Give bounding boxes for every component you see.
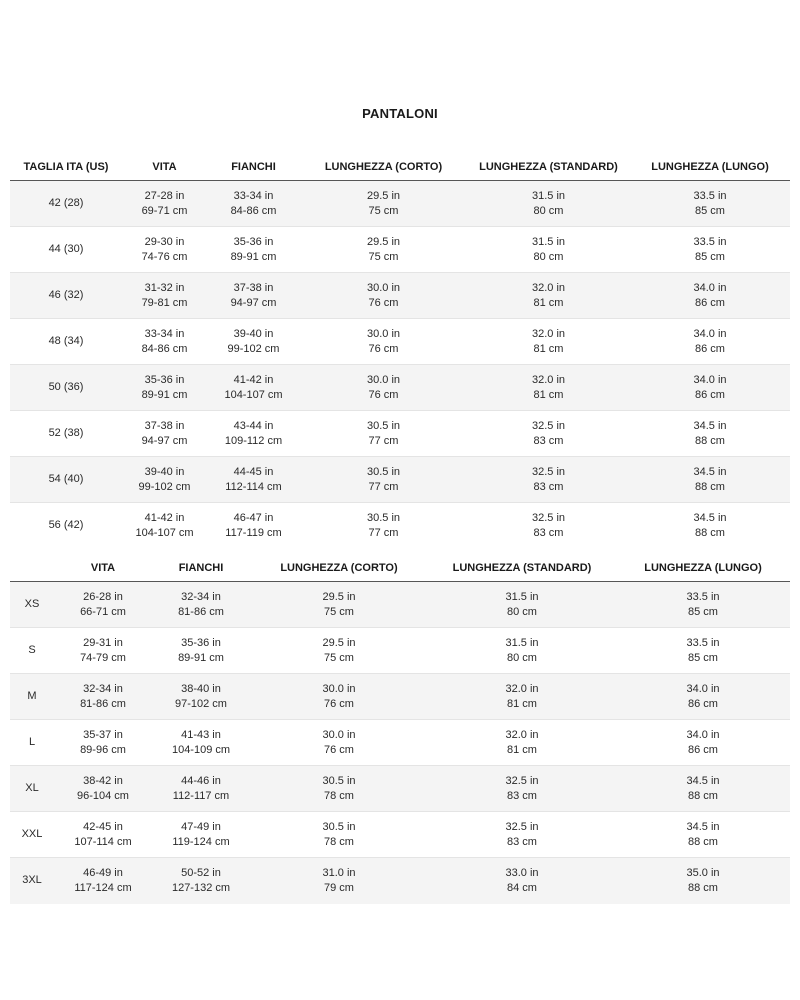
value-inches: 33-34 in	[233, 189, 274, 202]
lunghezza-corto-cell	[300, 227, 467, 273]
value-cm: 89-91 cm	[141, 388, 188, 401]
value-inches: 35-36 in	[144, 373, 185, 386]
value-inches: 32.0 in	[505, 682, 539, 695]
value-inches: 41-42 in	[233, 373, 274, 386]
value-inches: 31.5 in	[505, 590, 539, 603]
value-cm: 69-71 cm	[141, 204, 188, 217]
value-inches: 34.0 in	[693, 281, 727, 294]
value-inches: 35-37 in	[83, 728, 123, 741]
value-inches: 41-43 in	[181, 728, 221, 741]
value-inches: 34.0 in	[693, 327, 727, 340]
value-inches: 44-45 in	[233, 465, 274, 478]
value-cm: 79 cm	[324, 881, 354, 894]
fianchi-cell	[207, 503, 300, 549]
value-inches: 29-30 in	[144, 235, 185, 248]
value-inches: 32.5 in	[505, 820, 539, 833]
table-row	[10, 181, 790, 227]
value-cm: 88 cm	[688, 881, 718, 894]
value-cm: 80 cm	[533, 250, 564, 263]
value-cm: 104-109 cm	[171, 743, 231, 756]
lunghezza-corto-cell	[300, 319, 467, 365]
vita-cell	[54, 582, 152, 628]
lunghezza-standard-cell	[467, 181, 630, 227]
value-cm: 75 cm	[324, 605, 354, 618]
lunghezza-standard-cell	[467, 227, 630, 273]
lunghezza-lungo-cell	[630, 365, 790, 411]
value-cm: 86 cm	[688, 743, 718, 756]
table-row	[10, 457, 790, 503]
vita-cell	[122, 319, 207, 365]
page-title: PANTALONI	[362, 106, 438, 121]
value-inches: 31.5 in	[531, 235, 566, 248]
value-cm: 83 cm	[507, 789, 537, 802]
value-inches: 31.0 in	[322, 866, 356, 879]
lunghezza-lungo-cell	[630, 273, 790, 319]
value-cm: 80 cm	[507, 651, 537, 664]
value-inches: 29.5 in	[366, 189, 401, 202]
value-cm: 84 cm	[507, 881, 537, 894]
value-inches: 38-40 in	[181, 682, 221, 695]
value-cm: 81 cm	[507, 743, 537, 756]
value-cm: 81 cm	[507, 697, 537, 710]
size-cell: 56 (42)	[10, 503, 122, 549]
fianchi-cell	[207, 319, 300, 365]
value-cm: 83 cm	[533, 434, 564, 447]
value-cm: 97-102 cm	[175, 697, 227, 710]
value-cm: 104-107 cm	[135, 526, 194, 539]
value-inches: 50-52 in	[181, 866, 221, 879]
value-cm: 76 cm	[368, 296, 399, 309]
table-row	[10, 411, 790, 457]
value-inches: 32.0 in	[505, 728, 539, 741]
value-cm: 74-76 cm	[141, 250, 188, 263]
lunghezza-corto-cell	[250, 674, 428, 720]
size-table-ita	[10, 154, 790, 549]
fianchi-cell	[152, 628, 250, 674]
value-inches: 46-47 in	[233, 511, 274, 524]
size-cell: 52 (38)	[10, 411, 122, 457]
fianchi-cell	[152, 720, 250, 766]
value-inches: 34.0 in	[686, 728, 720, 741]
lunghezza-corto-cell	[300, 181, 467, 227]
size-cell: 3XL	[10, 858, 54, 904]
table-body-ita	[10, 181, 790, 549]
value-cm: 86 cm	[695, 296, 725, 309]
lunghezza-lungo-cell	[630, 503, 790, 549]
table-row	[10, 674, 790, 720]
value-inches: 26-28 in	[83, 590, 123, 603]
value-inches: 30.5 in	[366, 465, 401, 478]
header-size	[10, 555, 54, 582]
value-cm: 107-114 cm	[74, 835, 132, 848]
lunghezza-standard-cell	[428, 582, 616, 628]
value-cm: 86 cm	[688, 697, 718, 710]
fianchi-cell	[152, 812, 250, 858]
lunghezza-standard-cell	[428, 720, 616, 766]
value-cm: 104-107 cm	[224, 388, 283, 401]
value-cm: 75 cm	[324, 651, 354, 664]
value-cm: 94-97 cm	[230, 296, 277, 309]
lunghezza-corto-cell	[300, 457, 467, 503]
value-inches: 32.0 in	[531, 327, 566, 340]
vita-cell	[54, 674, 152, 720]
value-cm: 84-86 cm	[141, 342, 188, 355]
value-cm: 83 cm	[533, 480, 564, 493]
value-cm: 88 cm	[688, 789, 718, 802]
value-inches: 34.5 in	[686, 820, 720, 833]
lunghezza-lungo-cell	[616, 628, 790, 674]
value-cm: 76 cm	[368, 388, 399, 401]
value-cm: 79-81 cm	[141, 296, 188, 309]
table-header-row	[10, 555, 790, 582]
value-inches: 47-49 in	[181, 820, 221, 833]
lunghezza-lungo-cell	[630, 227, 790, 273]
value-inches: 31-32 in	[144, 281, 185, 294]
lunghezza-lungo-cell	[616, 858, 790, 904]
value-inches: 34.5 in	[686, 774, 720, 787]
value-inches: 34.5 in	[693, 465, 727, 478]
value-cm: 66-71 cm	[80, 605, 126, 618]
value-inches: 44-46 in	[181, 774, 221, 787]
value-cm: 89-96 cm	[80, 743, 126, 756]
vita-cell	[122, 365, 207, 411]
lunghezza-standard-cell	[428, 628, 616, 674]
size-cell: S	[10, 628, 54, 674]
value-cm: 81 cm	[533, 296, 564, 309]
fianchi-cell	[152, 858, 250, 904]
value-cm: 119-124 cm	[172, 835, 230, 848]
value-inches: 35-36 in	[181, 636, 221, 649]
value-inches: 35-36 in	[233, 235, 274, 248]
value-cm: 89-91 cm	[178, 651, 224, 664]
lunghezza-lungo-cell	[630, 319, 790, 365]
value-cm: 81 cm	[533, 342, 564, 355]
value-cm: 94-97 cm	[141, 434, 188, 447]
value-cm: 112-117 cm	[172, 789, 230, 802]
header-vita: VITA	[54, 555, 152, 582]
value-inches: 31.5 in	[505, 636, 539, 649]
fianchi-cell	[207, 411, 300, 457]
lunghezza-lungo-cell	[616, 766, 790, 812]
header-lunghezza-lungo: LUNGHEZZA (LUNGO)	[630, 154, 790, 181]
fianchi-cell	[207, 181, 300, 227]
value-cm: 76 cm	[324, 743, 354, 756]
value-inches: 30.0 in	[322, 728, 356, 741]
lunghezza-standard-cell	[467, 273, 630, 319]
value-inches: 42-45 in	[83, 820, 123, 833]
value-cm: 109-112 cm	[224, 434, 283, 447]
fianchi-cell	[207, 227, 300, 273]
value-cm: 88 cm	[695, 480, 725, 493]
value-cm: 74-79 cm	[80, 651, 126, 664]
header-vita: VITA	[122, 154, 207, 181]
lunghezza-corto-cell	[250, 812, 428, 858]
vita-cell	[122, 273, 207, 319]
vita-cell	[122, 411, 207, 457]
lunghezza-standard-cell	[467, 457, 630, 503]
value-inches: 33.0 in	[505, 866, 539, 879]
value-inches: 43-44 in	[233, 419, 274, 432]
fianchi-cell	[152, 674, 250, 720]
value-cm: 78 cm	[324, 835, 354, 848]
value-cm: 77 cm	[368, 526, 399, 539]
value-cm: 77 cm	[368, 480, 399, 493]
size-cell: XS	[10, 582, 54, 628]
lunghezza-standard-cell	[467, 503, 630, 549]
value-inches: 32.5 in	[505, 774, 539, 787]
value-inches: 38-42 in	[83, 774, 123, 787]
value-cm: 75 cm	[368, 204, 399, 217]
size-cell: 42 (28)	[10, 181, 122, 227]
value-inches: 39-40 in	[144, 465, 185, 478]
value-cm: 86 cm	[695, 388, 725, 401]
size-cell: 54 (40)	[10, 457, 122, 503]
vita-cell	[122, 503, 207, 549]
vita-cell	[122, 181, 207, 227]
lunghezza-corto-cell	[300, 503, 467, 549]
value-cm: 85 cm	[688, 651, 718, 664]
size-table-international	[10, 555, 790, 904]
lunghezza-corto-cell	[250, 766, 428, 812]
value-cm: 77 cm	[368, 434, 399, 447]
value-inches: 32.5 in	[531, 465, 566, 478]
value-inches: 33.5 in	[693, 235, 727, 248]
value-cm: 75 cm	[368, 250, 399, 263]
value-inches: 30.5 in	[366, 511, 401, 524]
header-fianchi: FIANCHI	[207, 154, 300, 181]
value-inches: 29-31 in	[83, 636, 123, 649]
size-cell: 50 (36)	[10, 365, 122, 411]
value-inches: 30.5 in	[366, 419, 401, 432]
value-inches: 29.5 in	[322, 590, 356, 603]
size-cell: XL	[10, 766, 54, 812]
size-cell: 46 (32)	[10, 273, 122, 319]
vita-cell	[54, 628, 152, 674]
vita-cell	[122, 457, 207, 503]
lunghezza-lungo-cell	[630, 411, 790, 457]
value-inches: 27-28 in	[144, 189, 185, 202]
lunghezza-standard-cell	[467, 319, 630, 365]
value-cm: 85 cm	[695, 204, 725, 217]
value-inches: 46-49 in	[83, 866, 123, 879]
value-cm: 83 cm	[533, 526, 564, 539]
table-row	[10, 766, 790, 812]
value-cm: 96-104 cm	[77, 789, 129, 802]
fianchi-cell	[207, 365, 300, 411]
value-cm: 83 cm	[507, 835, 537, 848]
value-inches: 33.5 in	[693, 189, 727, 202]
table-header-row	[10, 154, 790, 181]
value-inches: 34.0 in	[686, 682, 720, 695]
lunghezza-standard-cell	[428, 674, 616, 720]
value-cm: 81-86 cm	[178, 605, 224, 618]
value-inches: 30.5 in	[322, 820, 356, 833]
lunghezza-lungo-cell	[630, 181, 790, 227]
value-cm: 80 cm	[507, 605, 537, 618]
header-lunghezza-standard: LUNGHEZZA (STANDARD)	[428, 555, 616, 582]
value-cm: 85 cm	[688, 605, 718, 618]
lunghezza-standard-cell	[428, 766, 616, 812]
table-row	[10, 582, 790, 628]
header-lunghezza-corto: LUNGHEZZA (CORTO)	[300, 154, 467, 181]
value-cm: 86 cm	[695, 342, 725, 355]
value-cm: 117-119 cm	[225, 526, 282, 539]
fianchi-cell	[207, 457, 300, 503]
lunghezza-lungo-cell	[616, 812, 790, 858]
value-inches: 31.5 in	[531, 189, 566, 202]
value-inches: 33.5 in	[686, 636, 720, 649]
header-lunghezza-corto: LUNGHEZZA (CORTO)	[250, 555, 428, 582]
lunghezza-standard-cell	[428, 812, 616, 858]
header-taglia: TAGLIA ITA (US)	[10, 154, 122, 181]
lunghezza-corto-cell	[250, 582, 428, 628]
fianchi-cell	[152, 582, 250, 628]
size-cell: L	[10, 720, 54, 766]
value-inches: 30.0 in	[366, 327, 401, 340]
table-row	[10, 365, 790, 411]
value-inches: 30.5 in	[322, 774, 356, 787]
value-inches: 37-38 in	[233, 281, 274, 294]
value-inches: 34.0 in	[693, 373, 727, 386]
size-cell: 48 (34)	[10, 319, 122, 365]
lunghezza-standard-cell	[467, 365, 630, 411]
value-cm: 78 cm	[324, 789, 354, 802]
value-cm: 81-86 cm	[80, 697, 126, 710]
table-row	[10, 858, 790, 904]
value-inches: 34.5 in	[693, 419, 727, 432]
value-cm: 88 cm	[695, 434, 725, 447]
lunghezza-corto-cell	[300, 411, 467, 457]
value-cm: 117-124 cm	[74, 881, 132, 894]
value-inches: 30.0 in	[322, 682, 356, 695]
vita-cell	[122, 227, 207, 273]
value-cm: 99-102 cm	[138, 480, 191, 493]
table-row	[10, 227, 790, 273]
value-inches: 32.5 in	[531, 419, 566, 432]
value-inches: 32.0 in	[531, 281, 566, 294]
value-inches: 30.0 in	[366, 281, 401, 294]
value-cm: 99-102 cm	[227, 342, 280, 355]
value-inches: 34.5 in	[693, 511, 727, 524]
vita-cell	[54, 720, 152, 766]
header-lunghezza-lungo: LUNGHEZZA (LUNGO)	[616, 555, 790, 582]
table-body-international	[10, 582, 790, 904]
lunghezza-corto-cell	[250, 720, 428, 766]
lunghezza-lungo-cell	[616, 674, 790, 720]
value-cm: 80 cm	[533, 204, 564, 217]
table-row	[10, 503, 790, 549]
vita-cell	[54, 858, 152, 904]
fianchi-cell	[152, 766, 250, 812]
table-row	[10, 720, 790, 766]
fianchi-cell	[207, 273, 300, 319]
lunghezza-standard-cell	[467, 411, 630, 457]
value-inches: 32.0 in	[531, 373, 566, 386]
value-inches: 29.5 in	[366, 235, 401, 248]
header-lunghezza-standard: LUNGHEZZA (STANDARD)	[467, 154, 630, 181]
lunghezza-lungo-cell	[630, 457, 790, 503]
value-cm: 89-91 cm	[230, 250, 277, 263]
value-inches: 37-38 in	[144, 419, 185, 432]
value-cm: 84-86 cm	[230, 204, 277, 217]
value-inches: 32-34 in	[181, 590, 221, 603]
table-row	[10, 812, 790, 858]
lunghezza-lungo-cell	[616, 582, 790, 628]
value-inches: 30.0 in	[366, 373, 401, 386]
value-cm: 85 cm	[695, 250, 725, 263]
value-inches: 33.5 in	[686, 590, 720, 603]
value-inches: 41-42 in	[144, 511, 185, 524]
value-inches: 39-40 in	[233, 327, 274, 340]
size-cell: 44 (30)	[10, 227, 122, 273]
size-cell: M	[10, 674, 54, 720]
value-cm: 81 cm	[533, 388, 564, 401]
table-row	[10, 319, 790, 365]
vita-cell	[54, 812, 152, 858]
lunghezza-lungo-cell	[616, 720, 790, 766]
value-cm: 127-132 cm	[171, 881, 231, 894]
lunghezza-corto-cell	[300, 365, 467, 411]
value-inches: 35.0 in	[686, 866, 720, 879]
value-inches: 32-34 in	[83, 682, 123, 695]
table-row	[10, 273, 790, 319]
value-inches: 32.5 in	[531, 511, 566, 524]
value-inches: 33-34 in	[144, 327, 185, 340]
table-row	[10, 628, 790, 674]
lunghezza-corto-cell	[300, 273, 467, 319]
lunghezza-standard-cell	[428, 858, 616, 904]
value-cm: 76 cm	[324, 697, 354, 710]
value-inches: 29.5 in	[322, 636, 356, 649]
value-cm: 88 cm	[688, 835, 718, 848]
lunghezza-corto-cell	[250, 628, 428, 674]
value-cm: 76 cm	[368, 342, 399, 355]
value-cm: 88 cm	[695, 526, 725, 539]
vita-cell	[54, 766, 152, 812]
lunghezza-corto-cell	[250, 858, 428, 904]
value-cm: 112-114 cm	[225, 480, 282, 493]
header-fianchi: FIANCHI	[152, 555, 250, 582]
size-cell: XXL	[10, 812, 54, 858]
